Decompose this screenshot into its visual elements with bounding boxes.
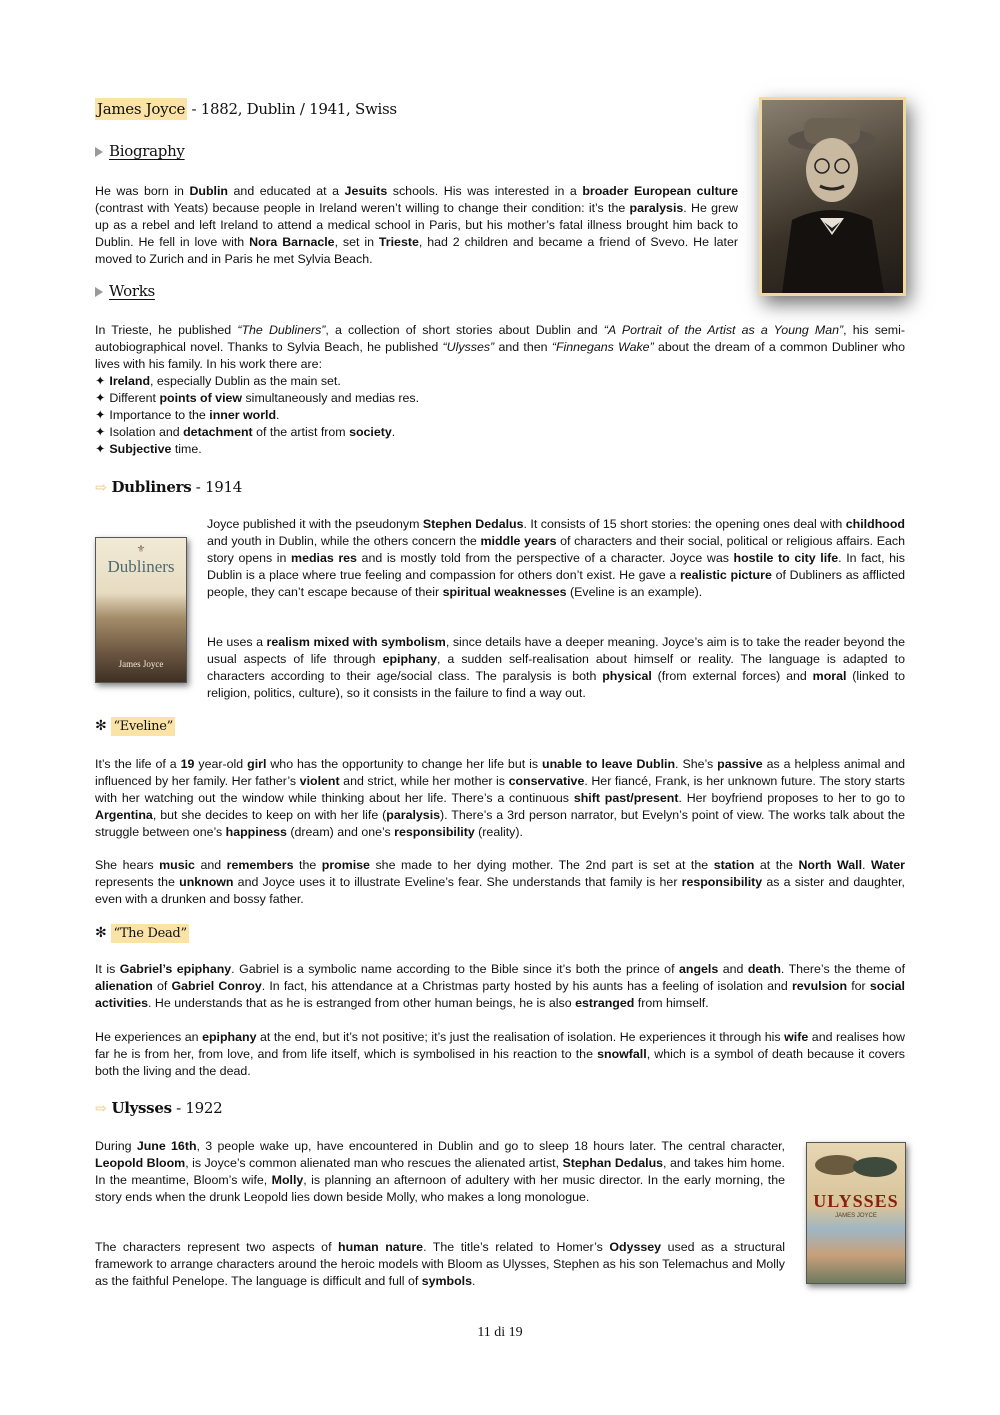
bold-term: music <box>159 858 195 872</box>
bold-term: responsibility <box>394 825 475 839</box>
bold-term: spiritual weaknesses <box>442 585 567 599</box>
bold-term: Stephan Dedalus <box>562 1156 664 1170</box>
bold-term: death <box>747 962 781 976</box>
text-run: , and takes him home. In the meantime, Bloom’s wife, <box>95 1156 785 1187</box>
text-run: at the <box>754 858 799 872</box>
bold-term: unknown <box>179 875 234 889</box>
text-run: the <box>293 858 322 872</box>
text-run: represents the <box>95 875 180 889</box>
works-bullet-list <box>95 373 905 458</box>
text-run: . Her fiancé, Frank, is her unknown future. The story starts with her watching out the window while thinking about her life. There’s a continuous <box>95 774 905 805</box>
text-run: and educated at a <box>228 184 345 198</box>
bold-term: inner world <box>209 408 277 422</box>
dubliners-heading: ⇨ Dubliners - 1914 <box>95 478 243 496</box>
text-run: During <box>95 1139 137 1153</box>
text-run: . <box>391 425 396 439</box>
text-run: year-old <box>194 757 248 771</box>
joyce-portrait <box>759 97 906 296</box>
arrow-icon: ⇨ <box>95 480 107 496</box>
bold-term: Molly <box>271 1173 304 1187</box>
page-number: 11 di 19 <box>477 1325 523 1340</box>
text-run: Isolation and <box>109 425 184 439</box>
bold-term: revulsion <box>791 979 848 993</box>
dubliners-paragraph-2 <box>207 634 905 702</box>
bold-term: June 16th <box>136 1139 197 1153</box>
bold-term: detachment <box>183 425 253 439</box>
text-run: , a sudden self-realisation about himself or reality. The language is adapted to characters according to their age/social class. The paralysis is both <box>207 652 905 683</box>
text-run: In Trieste, he published <box>95 323 238 337</box>
bold-term: points of view <box>159 391 243 405</box>
dubliners-cover-title: Dubliners <box>107 557 175 576</box>
biography-heading: Biography <box>95 142 185 160</box>
triangle-bullet-icon <box>95 287 103 297</box>
the-dead-paragraph-1 <box>95 961 905 1012</box>
the-dead-heading: ✻ “The Dead” <box>95 925 187 941</box>
bold-term: Gabriel’s epiphany <box>119 962 232 976</box>
text-run: of the artist from <box>252 425 350 439</box>
text-run: It’s the life of a <box>95 757 181 771</box>
text-run: He uses a <box>207 635 267 649</box>
bold-term: Ireland <box>109 374 151 388</box>
text-run: , is Joyce’s common alienated man who rescues the alienated artist, <box>185 1156 563 1170</box>
bold-term: conservative <box>508 774 585 788</box>
ulysses-cover-title: ULYSSES <box>813 1191 899 1211</box>
text-run: . He grew up as a rebel and left Ireland to attend a medical school in Paris, but his mother’s fatal illness brought him back to Dublin. He fell in love with <box>95 201 738 249</box>
text-run: for <box>847 979 870 993</box>
text-run: (reality). <box>474 825 523 839</box>
ulysses-cover <box>806 1142 906 1284</box>
text-run: (linked to religion, politics, culture), so it consists in the failure to find a way out. <box>207 669 905 700</box>
text-run: , is planning an afternoon of adultery with her music director. In the early morning, the story ends when the drunk Leopold lies down beside Molly, who makes a long monologue. <box>95 1173 785 1204</box>
list-item <box>95 390 905 407</box>
text-run: at the end, but it’s not positive; it’s just the realisation of isolation. He experiences it through his <box>256 1030 785 1044</box>
bold-term: moral <box>812 669 847 683</box>
work-title: “Ulysses” <box>442 340 495 354</box>
work-title: “The Dubliners” <box>237 323 326 337</box>
bold-term: paralysis <box>386 808 441 822</box>
text-run: of Dubliners as afflicted people, they can’t escape because of their <box>207 568 905 599</box>
bold-term: station <box>713 858 755 872</box>
text-run: , set in <box>334 235 379 249</box>
text-run: simultaneously and medias res. <box>242 391 420 405</box>
ulysses-paragraph-2 <box>95 1239 785 1290</box>
bold-term: epiphany <box>382 652 437 666</box>
text-run: and strict, while her mother is <box>339 774 509 788</box>
biography-text <box>95 183 738 268</box>
text-run: . <box>472 1274 476 1288</box>
text-run: . He understands that as he is estranged from other human beings, he is also <box>148 996 576 1010</box>
bold-term: human nature <box>338 1240 424 1254</box>
text-run: It is <box>95 962 120 976</box>
text-run: and is mostly told from the perspective of a character. Joyce was <box>356 551 734 565</box>
list-item <box>95 373 905 390</box>
list-item <box>95 424 905 441</box>
bold-term: responsibility <box>681 875 763 889</box>
text-run: . It consists of 15 short stories: the opening ones deal with <box>523 517 846 531</box>
bold-term: alienation <box>95 979 153 993</box>
dubliners-cover-author: James Joyce <box>118 659 164 669</box>
text-run: , a collection of short stories about Dublin and <box>325 323 604 337</box>
eveline-paragraph-2 <box>95 857 905 908</box>
eveline-heading: ✻ “Eveline” <box>95 718 173 734</box>
text-run: (contrast with Yeats) because people in Ireland weren’t willing to change their condition: it’s the <box>95 201 630 215</box>
bold-term: Dublin <box>189 184 228 198</box>
bold-term: Gabriel Conroy <box>171 979 262 993</box>
bold-term: happiness <box>225 825 287 839</box>
text-run: Importance to the <box>109 408 210 422</box>
bold-term: Jesuits <box>344 184 388 198</box>
bold-term: childhood <box>845 517 905 531</box>
text-run: . Her boyfriend proposes to her to go to <box>678 791 905 805</box>
text-run: used as a structural framework to arrange characters around the heroic models with Bloom as Ulysses, Stephen as his son Telemachus and Molly as the faithful Penelope. The language is difficult and full of <box>95 1240 785 1288</box>
text-run: , his semi-autobiographical novel. Thanks to Sylvia Beach, he published <box>95 323 906 354</box>
works-heading: Works <box>95 282 155 300</box>
eveline-paragraph-1 <box>95 756 905 841</box>
asterisk-icon: ✻ <box>95 718 107 734</box>
ulysses-cover-author: JAMES JOYCE <box>835 1213 877 1219</box>
bold-term: angels <box>678 962 719 976</box>
list-item <box>95 407 905 424</box>
bold-term: realistic picture <box>679 568 772 582</box>
text-run: . There’s the theme of <box>780 962 906 976</box>
text-run: , but she decides to keep on with her life ( <box>152 808 387 822</box>
text-run: and then <box>494 340 552 354</box>
text-run: from himself. <box>634 996 709 1010</box>
bold-term: physical <box>602 669 652 683</box>
text-run: and Joyce uses it to illustrate Eveline’s fear. She understands that family is her <box>233 875 682 889</box>
bold-term: Stephen Dedalus <box>422 517 524 531</box>
ulysses-paragraph-1 <box>95 1138 785 1206</box>
text-run: . In fact, his attendance at a Christmas party hosted by his aunts has a feeling of isolation and <box>261 979 792 993</box>
bold-term: society <box>349 425 392 439</box>
text-run: and youth in Dublin, while the others concern the <box>207 534 481 548</box>
text-run: Joyce published it with the pseudonym <box>207 517 423 531</box>
triangle-bullet-icon <box>95 147 103 157</box>
asterisk-icon: ✻ <box>95 925 107 941</box>
works-text <box>95 322 905 373</box>
bold-term: symbols <box>421 1274 473 1288</box>
text-run: (Eveline is an example). <box>566 585 703 599</box>
text-run: Different <box>109 391 160 405</box>
bold-term: Nora Barnacle <box>249 235 335 249</box>
ulysses-heading: ⇨ Ulysses - 1922 <box>95 1099 223 1117</box>
bold-term: remembers <box>226 858 294 872</box>
text-run: He experiences an <box>95 1030 203 1044</box>
ornament-icon: ⚜ <box>136 544 146 555</box>
text-run: she made to her dying mother. The 2nd part is set at the <box>369 858 714 872</box>
text-run: ). There’s a 3rd person narrator, but Evelyn’s point of view. The works talk about the struggle between one’s <box>95 808 905 839</box>
bold-term: Trieste <box>378 235 419 249</box>
bold-term: passive <box>717 757 763 771</box>
bold-term: realism mixed with symbolism <box>266 635 446 649</box>
the-dead-paragraph-2 <box>95 1029 905 1080</box>
bold-term: violent <box>299 774 340 788</box>
text-run: about the dream of a common Dubliner who lives with his family. In his work there are: <box>95 340 905 371</box>
bold-term: North Wall <box>798 858 863 872</box>
bold-term: hostile to city life <box>733 551 839 565</box>
work-title: “A Portrait of the Artist as a Young Man” <box>603 323 844 337</box>
text-run: He was born in <box>95 184 190 198</box>
text-run: The characters represent two aspects of <box>95 1240 339 1254</box>
text-run: . She’s <box>675 757 718 771</box>
dubliners-paragraph-1 <box>207 516 905 601</box>
bold-term: paralysis <box>629 201 684 215</box>
text-run: as a helpless animal and influenced by her family. Her father’s <box>95 757 906 788</box>
arrow-icon: ⇨ <box>95 1101 107 1117</box>
text-run: and <box>718 962 748 976</box>
text-run: (dream) and one’s <box>286 825 395 839</box>
text-run: . The title’s related to Homer’s <box>423 1240 610 1254</box>
text-run: . In fact, his Dublin is a place where true feeling and compassion for others don’t exist. He gave a <box>207 551 905 582</box>
text-run: , had 2 children and became a friend of Svevo. He later moved to Zurich and in Paris he met Sylvia Beach. <box>95 235 738 266</box>
bold-term: girl <box>247 757 267 771</box>
text-run: as a sister and daughter, even with a drunken and bossy father. <box>95 875 905 906</box>
text-run: (from external forces) and <box>651 669 813 683</box>
bold-term: Water <box>871 858 905 872</box>
list-item <box>95 441 905 458</box>
text-run: She hears <box>95 858 160 872</box>
bold-term: broader European culture <box>582 184 738 198</box>
bold-term: Leopold Bloom <box>95 1156 186 1170</box>
text-run: . <box>276 408 280 422</box>
bold-term: estranged <box>575 996 635 1010</box>
bold-term: social activities <box>95 979 905 1010</box>
text-run: , which is a symbol of death because it covers both the living and the dead. <box>95 1047 905 1078</box>
text-run: and <box>194 858 227 872</box>
page-title <box>95 100 397 118</box>
text-run: . Gabriel is a symbolic name according to the Bible since it’s both the prince of <box>231 962 679 976</box>
text-run: who has the opportunity to change her life but is <box>266 757 543 771</box>
figures-icon <box>807 1143 905 1191</box>
bold-term: Subjective <box>109 442 172 456</box>
bold-term: wife <box>784 1030 809 1044</box>
bold-term: promise <box>321 858 370 872</box>
text-run: , since details have a deeper meaning. Joyce’s aim is to take the reader beyond the usual aspects of life through <box>207 635 906 666</box>
text-run: schools. His was interested in a <box>387 184 583 198</box>
text-run: time. <box>171 442 202 456</box>
work-title: “Finnegans Wake” <box>551 340 654 354</box>
text-run: , especially Dublin as the main set. <box>150 374 341 388</box>
bold-term: middle years <box>480 534 557 548</box>
text-run: and realises how far he is from her, from love, and from life itself, which is symbolised in his reaction to the <box>95 1030 905 1061</box>
bold-term: medias res <box>291 551 357 565</box>
bold-term: epiphany <box>202 1030 257 1044</box>
author-dates: - 1882, Dublin / 1941, Swiss <box>187 100 397 118</box>
text-run: . <box>862 858 872 872</box>
bold-term: shift past/present <box>573 791 679 805</box>
text-run: , 3 people wake up, have encountered in Dublin and go to sleep 18 hours later. The central character, <box>196 1139 785 1153</box>
bold-term: Odyssey <box>609 1240 662 1254</box>
bold-term: Argentina <box>95 808 153 822</box>
author-name: James Joyce <box>97 100 186 118</box>
text-run: of characters and their social, political or religious affairs. Each story opens in <box>207 534 906 565</box>
text-run: of <box>152 979 172 993</box>
dubliners-cover <box>95 537 187 683</box>
bold-term: unable to leave Dublin <box>542 757 676 771</box>
bold-term: 19 <box>180 757 195 771</box>
bold-term: snowfall <box>597 1047 647 1061</box>
